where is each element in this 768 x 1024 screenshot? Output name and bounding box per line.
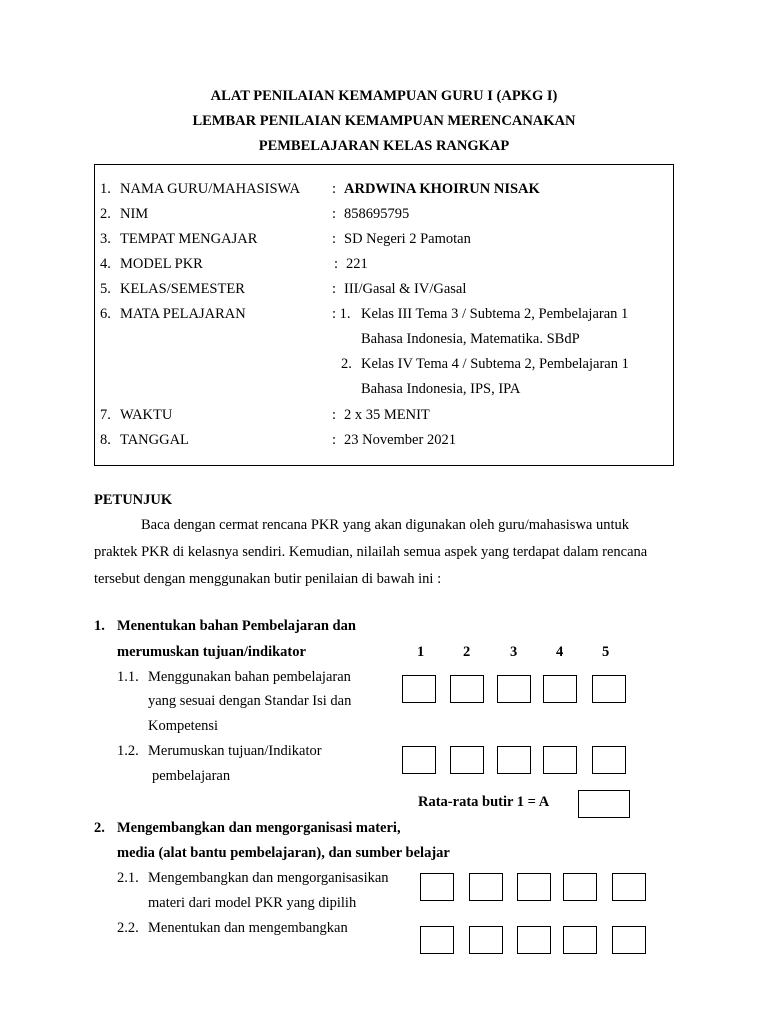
item-1-1-line1: Menggunakan bahan pembelajaran <box>148 669 351 685</box>
item-1-1-line2: yang sesuai dengan Standar Isi dan <box>148 693 352 709</box>
info-sep: : <box>332 407 337 423</box>
scale-label-5: 5 <box>602 644 610 660</box>
score-box-2-2-2[interactable] <box>469 926 503 954</box>
header-title-line2: LEMBAR PENILAIAN KEMAMPUAN MERENCANAKAN <box>192 113 576 129</box>
info-label: MATA PELAJARAN <box>120 306 246 322</box>
score-box-2-2-5[interactable] <box>612 926 646 954</box>
item-2-1-line1: Mengembangkan dan mengorganisasikan <box>148 870 389 886</box>
info-num: 7. <box>100 407 111 423</box>
info-sep: : <box>332 206 337 222</box>
info-label: WAKTU <box>120 407 173 423</box>
mapel-num2: 2. <box>341 356 352 372</box>
petunjuk-title: PETUNJUK <box>94 492 173 508</box>
header-title-line3: PEMBELAJARAN KELAS RANGKAP <box>258 138 510 154</box>
info-label: NIM <box>120 206 149 222</box>
score-box-1-2-2[interactable] <box>450 746 484 774</box>
info-sep: : <box>332 181 337 197</box>
score-box-1-2-3[interactable] <box>497 746 531 774</box>
mapel-line1: Bahasa Indonesia, Matematika. SBdP <box>361 331 580 347</box>
info-label: TEMPAT MENGAJAR <box>120 231 258 247</box>
item-1-2-line1: Merumuskan tujuan/Indikator <box>148 743 322 759</box>
item-2-1-line2: materi dari model PKR yang dipilih <box>148 895 357 911</box>
info-sep: : 1. <box>332 306 351 322</box>
score-box-1-1-2[interactable] <box>450 675 484 703</box>
info-value-nama: ARDWINA KHOIRUN NISAK <box>344 181 540 197</box>
score-box-1-1-4[interactable] <box>543 675 577 703</box>
info-value: 221 <box>346 256 368 272</box>
section1-num: 1. <box>94 618 105 634</box>
item-1-1-line3: Kompetensi <box>148 718 219 734</box>
info-num: 8. <box>100 432 111 448</box>
score-box-1-2-1[interactable] <box>402 746 436 774</box>
info-value: III/Gasal & IV/Gasal <box>344 281 467 297</box>
petunjuk-line1: Baca dengan cermat rencana PKR yang akan digunakan oleh guru/mahasiswa untuk <box>141 517 630 533</box>
score-box-1-2-4[interactable] <box>543 746 577 774</box>
info-num: 1. <box>100 181 111 197</box>
scale-label-3: 3 <box>510 644 518 660</box>
info-sep: : <box>332 281 337 297</box>
info-value: 2 x 35 MENIT <box>344 407 430 423</box>
header-title-line1: ALAT PENILAIAN KEMAMPUAN GURU I (APKG I) <box>210 88 558 104</box>
score-box-2-1-5[interactable] <box>612 873 646 901</box>
info-num: 2. <box>100 206 111 222</box>
petunjuk-line2: praktek PKR di kelasnya sendiri. Kemudian, nilailah semua aspek yang terdapat dalam rencana <box>94 544 648 560</box>
section1-title-line1: Menentukan bahan Pembelajaran dan <box>117 618 356 634</box>
info-value: Kelas III Tema 3 / Subtema 2, Pembelajaran 1 <box>361 306 629 322</box>
info-label: TANGGAL <box>120 432 189 448</box>
info-label: KELAS/SEMESTER <box>120 281 245 297</box>
info-num: 5. <box>100 281 111 297</box>
item-1-1-num: 1.1. <box>117 669 139 685</box>
item-2-2-line1: Menentukan dan mengembangkan <box>148 920 348 936</box>
petunjuk-line3: tersebut dengan menggunakan butir penilaian di bawah ini : <box>94 571 442 587</box>
info-sep: : <box>332 231 337 247</box>
score-box-2-2-3[interactable] <box>517 926 551 954</box>
section2-num: 2. <box>94 820 105 836</box>
info-num: 4. <box>100 256 111 272</box>
score-box-1-1-3[interactable] <box>497 675 531 703</box>
score-box-1-1-5[interactable] <box>592 675 626 703</box>
item-2-2-num: 2.2. <box>117 920 139 936</box>
score-box-2-2-4[interactable] <box>563 926 597 954</box>
info-label: MODEL PKR <box>120 256 203 272</box>
section2-title-line2: media (alat bantu pembelajaran), dan sumber belajar <box>117 845 450 861</box>
mapel-line2: Kelas IV Tema 4 / Subtema 2, Pembelajaran 1 <box>361 356 629 372</box>
average-1-label: Rata-rata butir 1 = A <box>418 794 550 810</box>
score-box-1-2-5[interactable] <box>592 746 626 774</box>
info-sep: : <box>332 432 337 448</box>
item-1-2-num: 1.2. <box>117 743 139 759</box>
info-value: 858695795 <box>344 206 410 222</box>
info-num: 3. <box>100 231 111 247</box>
info-value: 23 November 2021 <box>344 432 456 448</box>
score-box-2-2-1[interactable] <box>420 926 454 954</box>
info-sep: : <box>334 256 339 272</box>
scale-label-2: 2 <box>463 644 471 660</box>
score-box-1-1-1[interactable] <box>402 675 436 703</box>
item-2-1-num: 2.1. <box>117 870 139 886</box>
mapel-line3: Bahasa Indonesia, IPS, IPA <box>361 381 521 397</box>
score-box-2-1-1[interactable] <box>420 873 454 901</box>
info-num: 6. <box>100 306 111 322</box>
scale-label-4: 4 <box>556 644 564 660</box>
info-value: SD Negeri 2 Pamotan <box>344 231 471 247</box>
item-1-2-line2: pembelajaran <box>152 768 231 784</box>
scale-label-1: 1 <box>417 644 425 660</box>
section2-title-line1: Mengembangkan dan mengorganisasi materi, <box>117 820 401 836</box>
section1-title-line2: merumuskan tujuan/indikator <box>117 644 306 660</box>
info-label: NAMA GURU/MAHASISWA <box>120 181 301 197</box>
score-box-2-1-2[interactable] <box>469 873 503 901</box>
average-1-box[interactable] <box>578 790 630 818</box>
score-box-2-1-3[interactable] <box>517 873 551 901</box>
score-box-2-1-4[interactable] <box>563 873 597 901</box>
